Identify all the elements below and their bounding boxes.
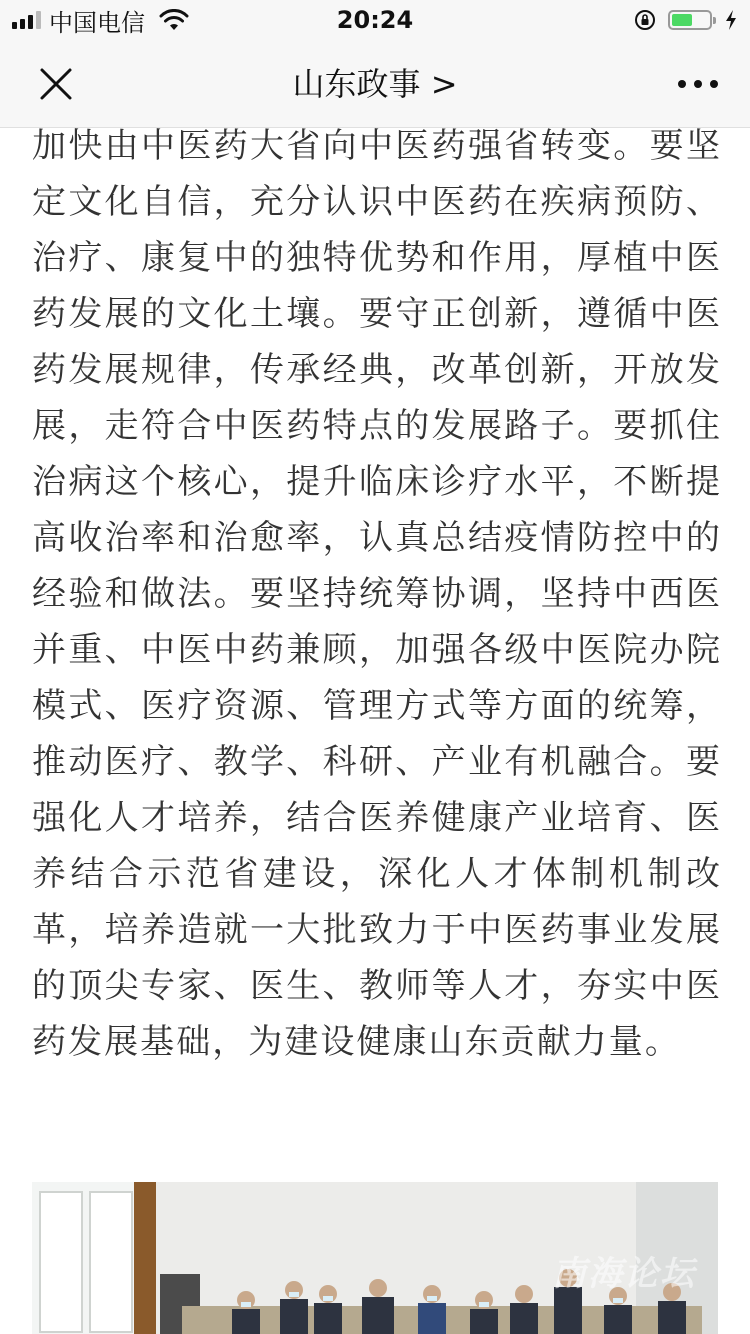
battery-icon xyxy=(668,10,712,30)
status-right xyxy=(634,4,738,36)
article-body xyxy=(32,118,722,1070)
orientation-lock-icon xyxy=(634,9,656,31)
account-title-link[interactable] xyxy=(0,62,750,106)
bolt-icon xyxy=(724,9,738,31)
watermark-text: 南海论坛 xyxy=(552,1254,696,1294)
article-photo[interactable] xyxy=(32,1182,718,1334)
account-title: 山东政事 xyxy=(292,65,421,103)
article-paragraph: 加快由中医药大省向中医药强省转变。要坚定文化自信，充分认识中医药在疾病预防、治疗、康复中的独特优势和作用，厚植中医药发展的文化土壤。要守正创新，遵循中医药发展规律，传承经典，改革创新，开放发展，走符合中医药特点的发展路子。要抓住治病这个核心，提升临床诊疗水平，不断提高收治率和治愈率，认真总结疫情防控中的经验和做法。要坚持统筹协调，坚持中西医并重、中医中药兼顾，加强各级中医院办院模式、医疗资源、管理方式等方面的统筹，推动医疗、教学、科研、产业有机融合。要强化人才培养，结合医养健康产业培育、医养结合示范省建设，深化人才体制机制改革，培养造就一大批致力于中医药事业发展的顶尖专家、医生、教师等人才，夯实中医药发展基础，为建设健康山东贡献力量。 xyxy=(32,126,722,1062)
chevron-right-icon: > xyxy=(430,65,458,103)
nav-bar xyxy=(0,40,750,128)
more-dots-icon[interactable] xyxy=(678,74,718,94)
carrier-name: 中国电信 xyxy=(49,8,145,37)
status-time: 20:24 xyxy=(336,6,414,34)
battery-level xyxy=(672,14,692,26)
status-bar xyxy=(0,0,750,40)
